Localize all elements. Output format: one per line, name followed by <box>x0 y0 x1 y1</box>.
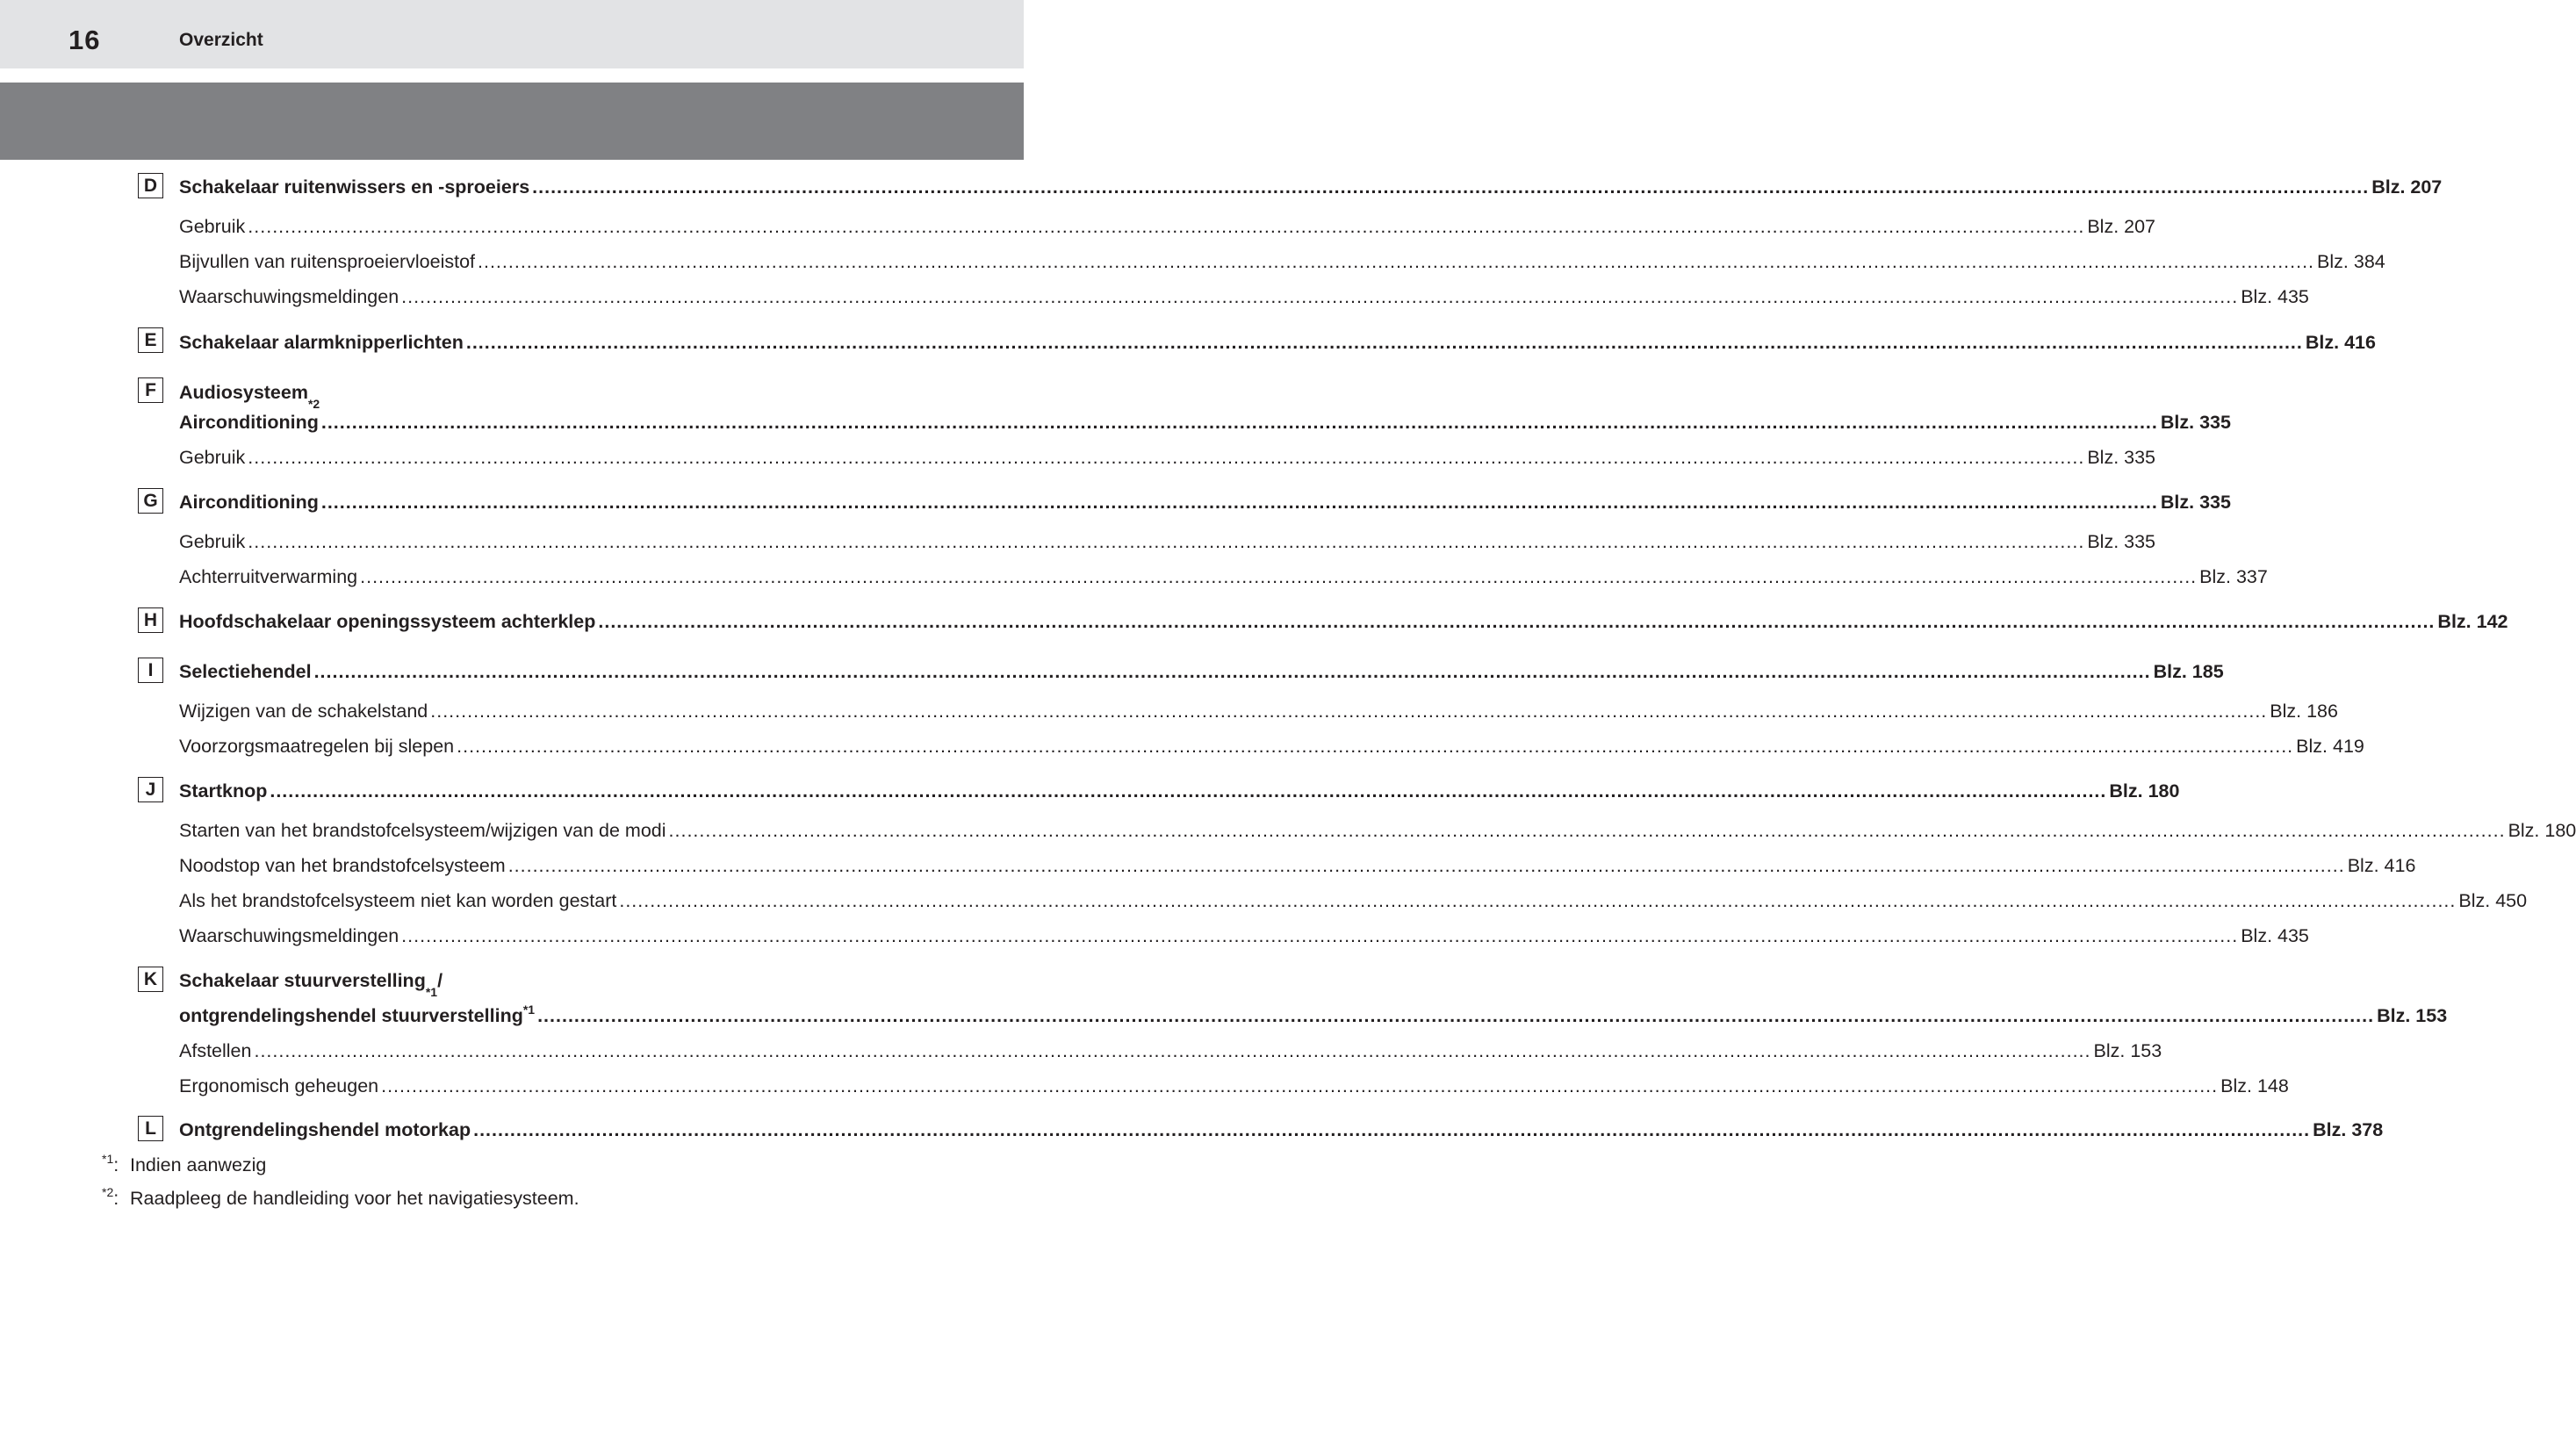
dot-leader: ............................................................................................................................................................................................................................................................................................................ <box>537 1005 2375 1026</box>
entry-title: Afstellen <box>179 1040 252 1061</box>
entry-title: Ontgrendelingshendel motorkap <box>179 1119 471 1140</box>
entry-title: Gebruik <box>179 531 246 552</box>
toc-entry-k-main[interactable] <box>179 1001 2448 1027</box>
footnote-symbol: *1 <box>102 1152 114 1166</box>
entry-title <box>179 1004 535 1027</box>
dot-leader: ............................................................................................................................................................................................................................................................................................................ <box>619 890 2457 911</box>
label-j: J <box>138 777 163 802</box>
entry-page: Blz. 416 <box>2347 855 2416 876</box>
dot-leader: ............................................................................................................................................................................................................................................................................................................ <box>248 531 2085 552</box>
entry-title: Airconditioning <box>179 492 319 513</box>
entry-page: Blz. 207 <box>2087 216 2156 237</box>
dot-leader: ............................................................................................................................................................................................................................................................................................................ <box>254 1040 2091 1061</box>
label-l: L <box>138 1116 163 1141</box>
entry-page: Blz. 435 <box>2241 286 2309 307</box>
entry-page: Blz. 416 <box>2305 332 2376 353</box>
dot-leader: ............................................................................................................................................................................................................................................................................................................ <box>668 820 2506 841</box>
entry-page: Blz. 180 <box>2109 780 2180 801</box>
toc-entry-j-4[interactable] <box>179 921 2309 947</box>
entry-title: Wijzigen van de schakelstand <box>179 701 428 722</box>
entry-page: Blz. 180 <box>2508 820 2576 841</box>
page-number: 16 <box>68 25 101 55</box>
footnote-separator: : <box>113 1154 119 1175</box>
entry-page: Blz. 384 <box>2317 251 2385 272</box>
entry-title: Hoofdschakelaar openingssysteem achterklep <box>179 611 596 632</box>
entry-page: Blz. 335 <box>2160 492 2231 513</box>
entry-title: Gebruik <box>179 216 246 237</box>
dot-leader: ............................................................................................................................................................................................................................................................................................................ <box>532 176 2370 198</box>
dot-leader: ............................................................................................................................................................................................................................................................................................................ <box>401 286 2239 307</box>
entry-title: Selectiehendel <box>179 661 312 682</box>
entry-page: Blz. 148 <box>2220 1075 2289 1096</box>
section-title: Overzicht <box>179 30 263 50</box>
entry-title: Bijvullen van ruitensproeiervloeistof <box>179 251 476 272</box>
decorative-band <box>0 83 1024 160</box>
entry-title: Airconditioning <box>179 412 319 433</box>
entry-page: Blz. 450 <box>2458 890 2528 911</box>
label-d: D <box>138 173 163 198</box>
entry-page: Blz. 142 <box>2437 611 2508 632</box>
toc-entry-e-main[interactable] <box>179 327 2376 354</box>
entry-page: Blz. 378 <box>2313 1119 2384 1140</box>
dot-leader: ............................................................................................................................................................................................................................................................................................................ <box>507 855 2345 876</box>
entry-title: Starten van het brandstofcelsysteem/wijzigen van de modi <box>179 820 666 841</box>
entry-page: Blz. 207 <box>2371 176 2443 198</box>
dot-leader: ............................................................................................................................................................................................................................................................................................................ <box>473 1119 2311 1140</box>
footnote-separator: : <box>113 1188 119 1209</box>
entry-title: Ergonomisch geheugen <box>179 1075 379 1096</box>
label-h: H <box>138 607 163 633</box>
toc-heading-f: Audiosysteem *2 <box>179 382 320 411</box>
footnote-ref: *1 <box>522 1003 536 1017</box>
toc-entry-j-main[interactable] <box>179 776 2180 802</box>
entry-title: Schakelaar alarmknipperlichten <box>179 332 464 353</box>
dot-leader: ............................................................................................................................................................................................................................................................................................................ <box>248 216 2085 237</box>
entry-page: Blz. 419 <box>2296 736 2364 757</box>
dot-leader: ............................................................................................................................................................................................................................................................................................................ <box>457 736 2294 757</box>
toc-entry-g-1[interactable] <box>179 527 2156 553</box>
toc-entry-h-main[interactable] <box>179 607 2508 633</box>
dot-leader: ............................................................................................................................................................................................................................................................................................................ <box>381 1075 2219 1096</box>
entry-page: Blz. 185 <box>2153 661 2224 682</box>
toc-entry-j-1[interactable] <box>179 816 2576 842</box>
toc-entry-g-main[interactable] <box>179 487 2231 514</box>
label-i: I <box>138 658 163 683</box>
toc-entry-i-2[interactable] <box>179 731 2364 758</box>
entry-page: Blz. 153 <box>2093 1040 2162 1061</box>
label-k: K <box>138 967 163 992</box>
entry-title: Waarschuwingsmeldingen <box>179 286 399 307</box>
header-band <box>0 0 1024 68</box>
footnote-text: Indien aanwezig <box>130 1154 267 1175</box>
toc-entry-i-1[interactable] <box>179 696 2338 722</box>
label-g: G <box>138 488 163 514</box>
footnote-1 <box>102 1154 266 1176</box>
footnote-text: Raadpleeg de handleiding voor het navigatiesysteem. <box>130 1188 579 1209</box>
toc-entry-d-main[interactable] <box>179 172 2443 198</box>
entry-title: Noodstop van het brandstofcelsysteem <box>179 855 506 876</box>
toc-entry-j-3[interactable] <box>179 886 2528 912</box>
toc-entry-f-main[interactable] <box>179 407 2231 434</box>
entry-page: Blz. 186 <box>2270 701 2338 722</box>
label-f: F <box>138 377 163 403</box>
entry-page: Blz. 335 <box>2087 447 2156 468</box>
entry-title: Achterruitverwarming <box>179 566 358 587</box>
entry-page: Blz. 335 <box>2087 531 2156 552</box>
footnote-symbol: *2 <box>102 1185 114 1199</box>
dot-leader: ............................................................................................................................................................................................................................................................................................................ <box>270 780 2107 801</box>
dot-leader: ............................................................................................................................................................................................................................................................................................................ <box>313 661 2151 682</box>
toc-entry-l-main[interactable] <box>179 1115 2384 1141</box>
entry-title: Als het brandstofcelsysteem niet kan worden gestart <box>179 890 617 911</box>
entry-page: Blz. 337 <box>2199 566 2268 587</box>
toc-entry-j-2[interactable] <box>179 851 2416 877</box>
toc-entry-i-main[interactable] <box>179 657 2224 683</box>
dot-leader: ............................................................................................................................................................................................................................................................................................................ <box>320 412 2158 433</box>
toc-entry-f-1[interactable] <box>179 442 2156 469</box>
entry-title: Startknop <box>179 780 268 801</box>
dot-leader: ............................................................................................................................................................................................................................................................................................................ <box>478 251 2315 272</box>
toc-entry-d-3[interactable] <box>179 282 2309 308</box>
dot-leader: ............................................................................................................................................................................................................................................................................................................ <box>430 701 2268 722</box>
toc-entry-d-1[interactable] <box>179 212 2156 238</box>
dot-leader: ............................................................................................................................................................................................................................................................................................................ <box>401 925 2239 946</box>
entry-page: Blz. 153 <box>2377 1005 2448 1026</box>
dot-leader: ............................................................................................................................................................................................................................................................................................................ <box>248 447 2085 468</box>
label-e: E <box>138 327 163 353</box>
toc-entry-d-2[interactable] <box>179 247 2385 273</box>
entry-title: Waarschuwingsmeldingen <box>179 925 399 946</box>
heading-title: Audiosysteem <box>179 382 308 403</box>
dot-leader: ............................................................................................................................................................................................................................................................................................................ <box>465 332 2303 353</box>
toc-entry-k-1[interactable] <box>179 1036 2162 1062</box>
dot-leader: ............................................................................................................................................................................................................................................................................................................ <box>320 492 2158 513</box>
heading-tail: / <box>437 970 443 991</box>
toc-heading-k: Schakelaar stuurverstelling *1 / <box>179 970 443 999</box>
dot-leader: ............................................................................................................................................................................................................................................................................................................ <box>598 611 2436 632</box>
toc-entry-g-2[interactable] <box>179 562 2268 588</box>
entry-title: Voorzorgsmaatregelen bij slepen <box>179 736 455 757</box>
footnote-mark <box>102 1187 130 1210</box>
entry-title-text: ontgrendelingshendel stuurverstelling <box>179 1005 523 1026</box>
footnote-mark <box>102 1154 130 1176</box>
entry-title: Gebruik <box>179 447 246 468</box>
entry-page: Blz. 435 <box>2241 925 2309 946</box>
toc-entry-k-2[interactable] <box>179 1071 2289 1097</box>
entry-title: Schakelaar ruitenwissers en -sproeiers <box>179 176 530 198</box>
dot-leader: ............................................................................................................................................................................................................................................................................................................ <box>360 566 2198 587</box>
heading-title: Schakelaar stuurverstelling <box>179 970 426 991</box>
footnote-2 <box>102 1187 579 1210</box>
entry-page: Blz. 335 <box>2160 412 2231 433</box>
